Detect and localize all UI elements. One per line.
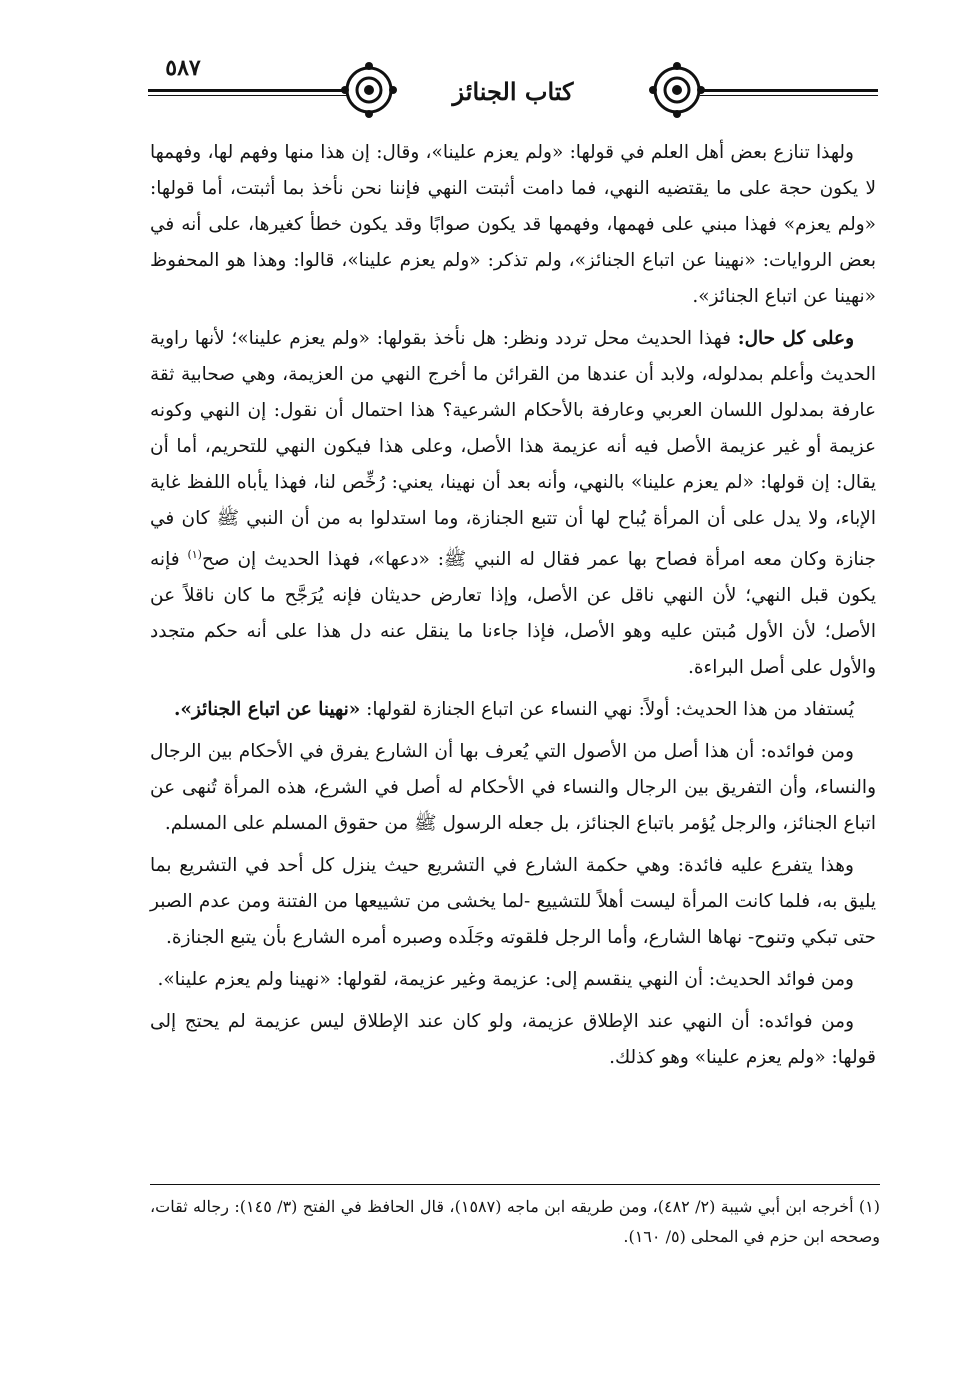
paragraph-2 bbox=[150, 321, 876, 686]
footnote-1: (١) أخرجه ابن أبي شيبة (٢/ ٤٨٢)، ومن طريقه ابن ماجه (١٥٨٧)، قال الحافظ في الفتح (٣/ ١٤٥): رجاله ثقات، وصححه ابن حزم في المحلى (٥/ ١٦٠). bbox=[150, 1197, 881, 1246]
header-rule-right bbox=[700, 89, 878, 92]
header-rule-right-thin bbox=[700, 95, 878, 96]
paragraph-4: ومن فوائده: أن هذا أصل من الأصول التي يُعرف بها أن الشارع يفرق في الأحكام بين الرجال والنساء، وأن التفريق بين الرجال والنساء في الأحكام له أصل في الشرع، هذه المرأة تُنهى عن اتباع الجنائز، والرجل يُؤمر باتباع الجنائز، بل جعله الرسول ﷺ من حقوق المسلم على المسلم. bbox=[150, 741, 876, 835]
paragraph-3-lead: يُستفاد من هذا الحديث: أولاً: نهي النساء عن اتباع الجنازة لقولها: bbox=[366, 699, 854, 721]
paragraph-3-quote: «نهينا عن اتباع الجنائز». bbox=[173, 699, 361, 721]
paragraph-2-text: فهذا الحديث محل تردد ونظر: هل نأخذ بقولها: «ولم يعزم علينا»؛ لأنها راوية الحديث وأعلم بمدلوله، ولابد أن عندها من القرائن ما أخرج النهي من العزيمة، وهي صحابية ثقة عارفة بمدلول اللسان العربي وعارفة بالأحكام الشرعية؟ هذا احتمال أن نقول: إن النهي وكونه عزيمة أو غير عزيمة الأصل فيه أنه عزيمة هذا الأصل، وعلى هذا فيكون النهي للتحريم، أما أن يقال: إن قولها: «لم يعزم علينا» بالنهي، وأنه بعد أن نهينا، يعني: رُخِّص لنا، فهذا يأباه اللفظ غاية الإباء، ولا يدل على أن المرأة يُباح لها أن تتبع الجنازة، وما استدلوا به من أن النبي ﷺ كان في جنازة وكان معه امرأة فصاح بها عمر فقال له النبي ﷺ: «دعها»، فهذا الحديث إن صح bbox=[150, 328, 876, 571]
footnote-ref-1[interactable]: (١) bbox=[187, 548, 202, 561]
paragraph-6: ومن فوائد الحديث: أن النهي ينقسم إلى: عزيمة وغير عزيمة، لقولها: «نهينا ولم يعزم علينا». bbox=[157, 969, 854, 991]
running-title: كتاب الجنائز bbox=[452, 77, 574, 106]
page-header bbox=[148, 55, 878, 123]
paragraph-1: ولهذا تنازع بعض أهل العلم في قولها: «ولم يعزم علينا»، وقال: إن هذا منها وفهم لها، وفهمها لا يكون حجة على ما يقتضيه النهي، فما دامت أثبتت النهي فإننا نحن نأخذ بما أثبتت، أما قولها: «ولم يعزم» فهذا مبني على فهمها، وفهمها قد يكون صوابًا وقد يكون خطأ كغيرها، على أنه في بعض الروايات: «نهينا عن اتباع الجنائز»، ولم تذكر: «ولم يعزم علينا»، قالوا: وهذا هو المحفوظ «نهينا عن اتباع الجنائز». bbox=[150, 142, 876, 307]
right-ornament-icon bbox=[648, 61, 706, 119]
paragraph-3 bbox=[150, 692, 876, 728]
paragraph-7: ومن فوائده: أن النهي عند الإطلاق عزيمة، ولو كان عند الإطلاق ليس عزيمة لم يحتج إلى قولها: «ولم يعزم علينا» وهو كذلك. bbox=[150, 1011, 876, 1069]
header-rule-left-thin bbox=[148, 95, 348, 96]
paragraph-2-lead: وعلى كل حال: bbox=[737, 328, 854, 349]
main-text bbox=[150, 135, 876, 1082]
header-rule-left bbox=[148, 89, 348, 92]
left-ornament-icon bbox=[340, 61, 398, 119]
paragraph-5: وهذا يتفرع عليه فائدة: وهي حكمة الشارع في التشريع حيث ينزل كل أحد في التشريع بما يليق به، فلما كانت المرأة ليست أهلاً للتشييع -لما يخشى من تشييعها من الفتنة ومن عدم الصبر حتى تبكي وتنوح- نهاها الشارع، وأما الرجل فلقوته وجَلَده وصبره أمره الشارع بأن يتبع الجنازة. bbox=[150, 855, 876, 949]
page-number: ٥٨٧ bbox=[165, 55, 201, 81]
paragraph-2-end: فإنه يكون قبل النهي؛ لأن النهي ناقل عن الأصل، وإذا تعارض حديثان فإنه يُرَجَّح ما كان ناقلاً عن الأصل؛ لأن الأول مُبتن عليه وهو الأصل، فإذا جاءنا ما ينقل عنه دل هذا على أنه حكم متجدد والأول على أصل البراءة. bbox=[150, 549, 876, 679]
footnote-separator bbox=[150, 1184, 880, 1185]
